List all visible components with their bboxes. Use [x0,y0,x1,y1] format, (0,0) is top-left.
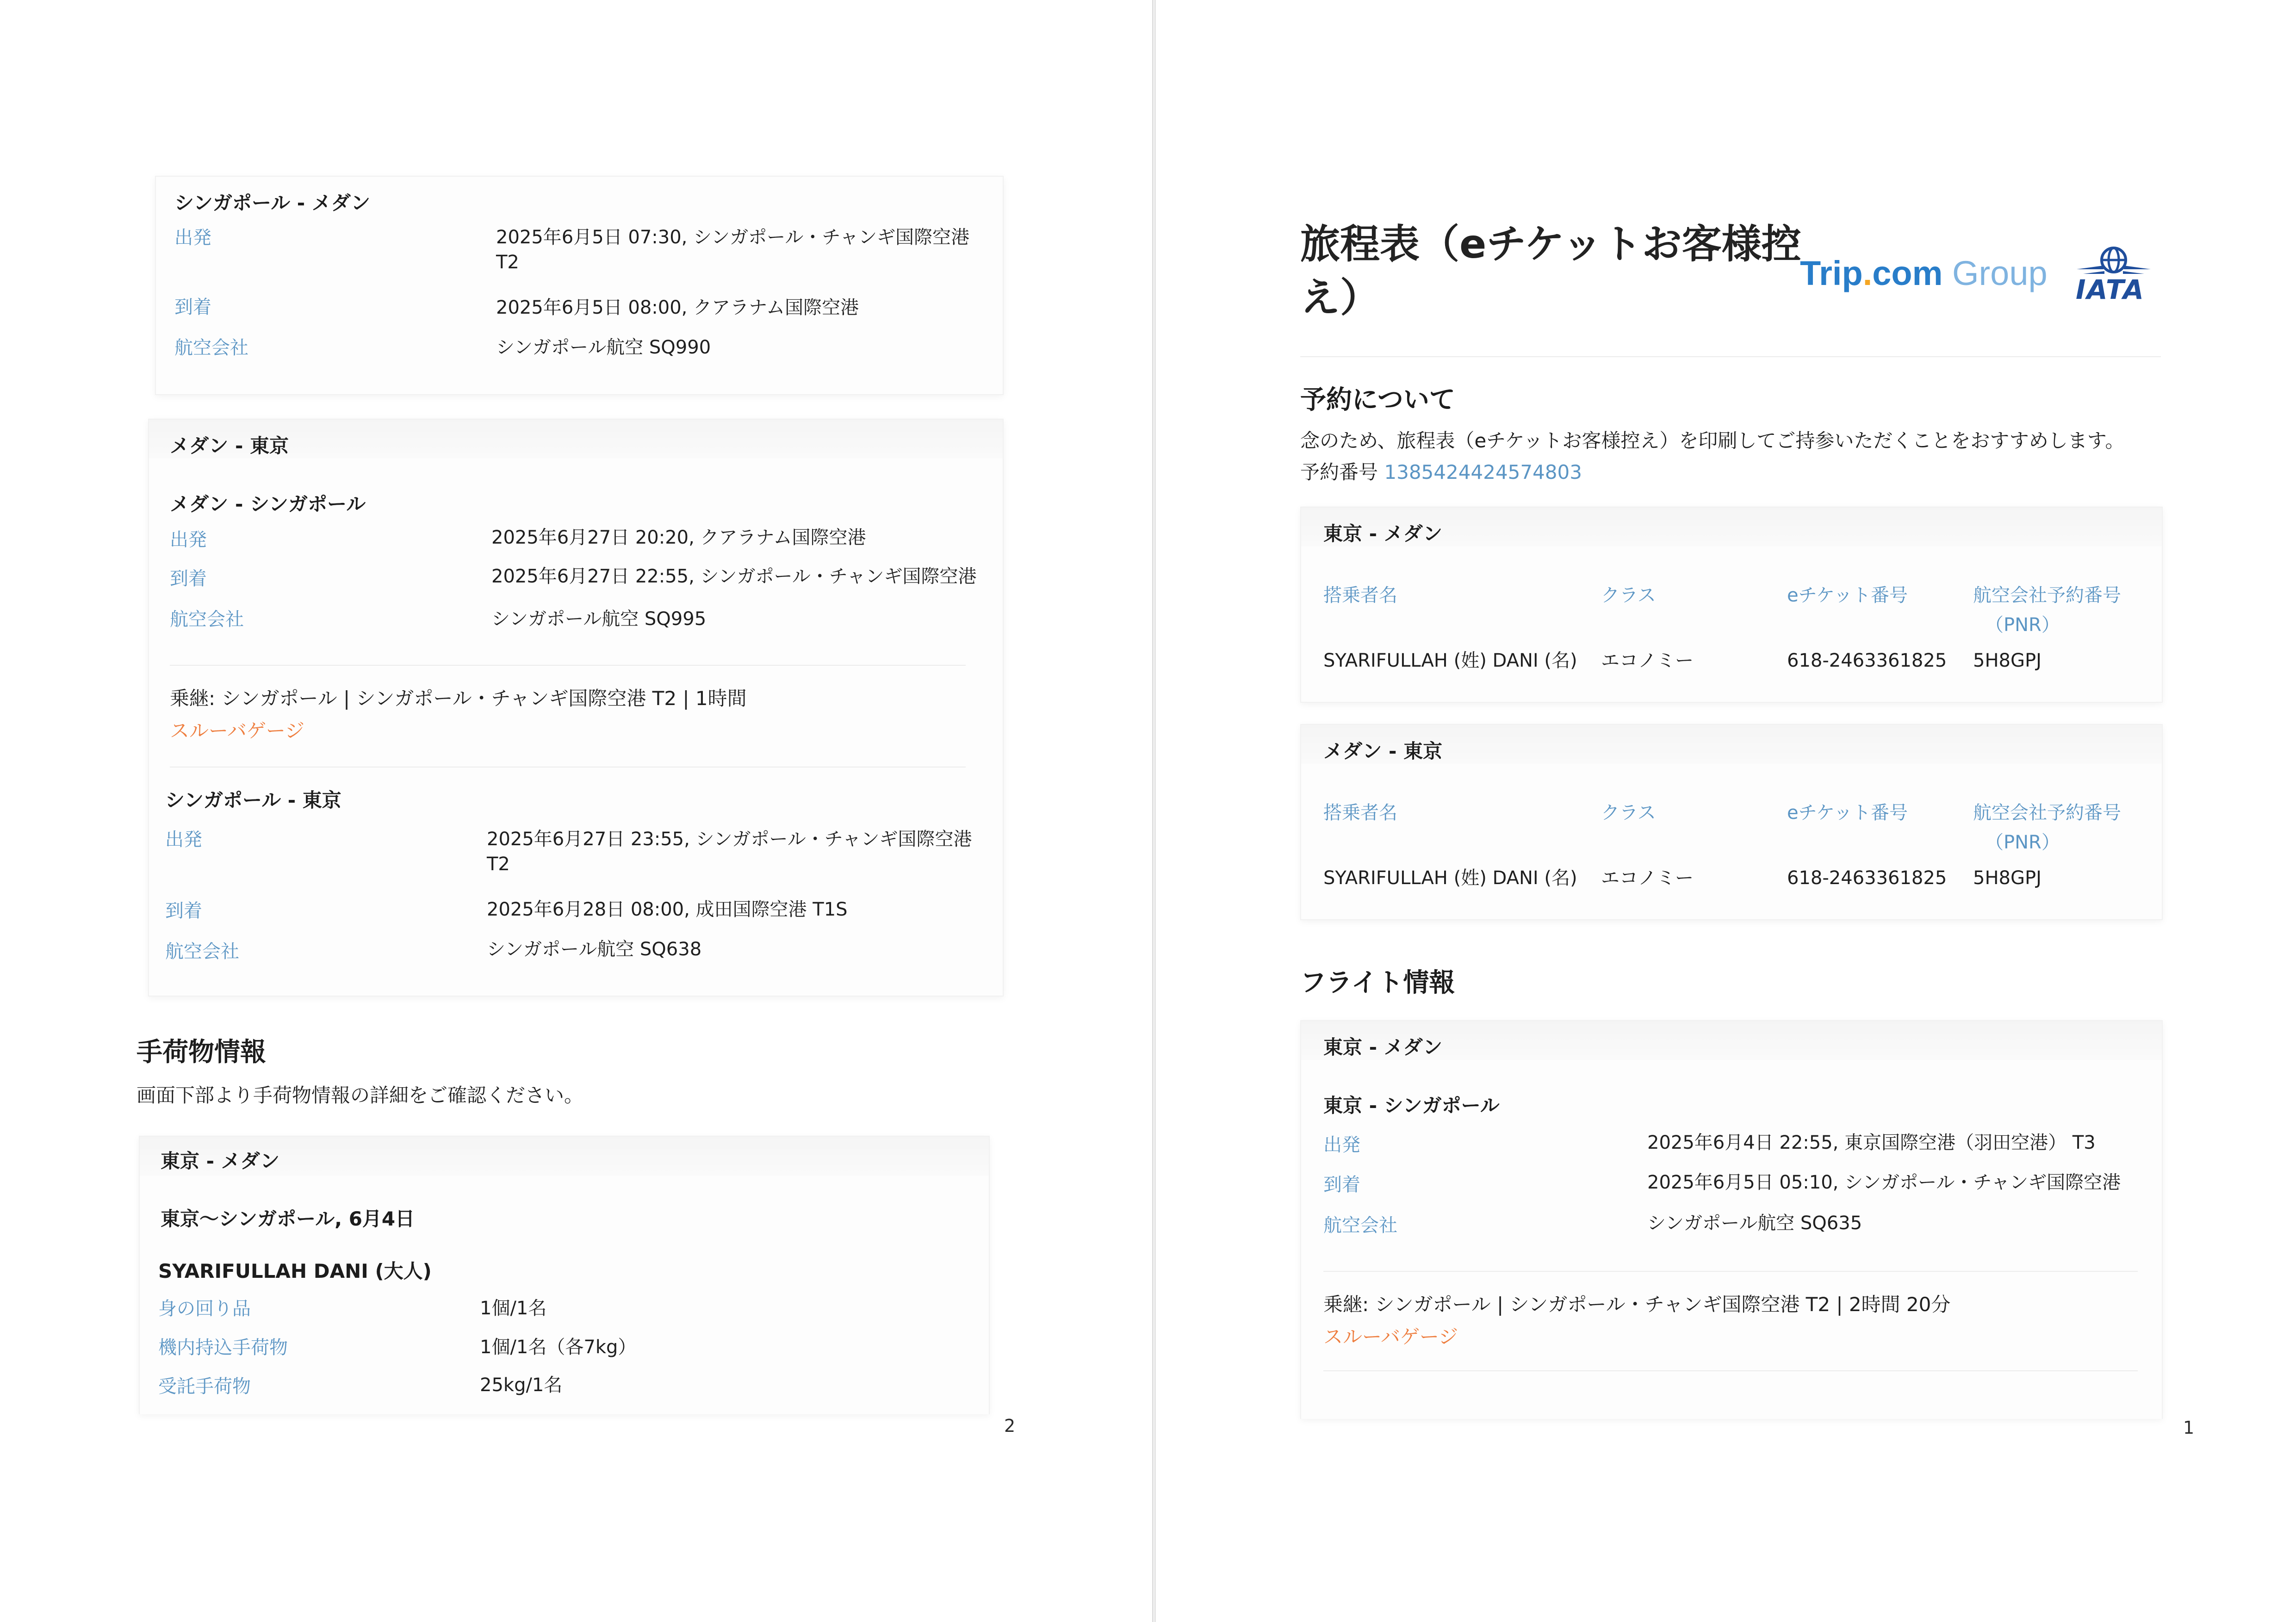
col-header-class: クラス [1601,585,1656,606]
col-header-passenger: 搭乗者名 [1323,585,1397,606]
row-value-airline: シンガポール航空 SQ995 [491,608,707,630]
baggage-note: 画面下部より手荷物情報の詳細をご確認ください。 [137,1084,584,1107]
globe-wings-icon [2067,245,2160,278]
row-value-departure: 2025年6月4日 22:55, 東京国際空港（羽田空港） T3 [1647,1132,2096,1153]
row-value-airline: シンガポール航空 SQ635 [1647,1213,1862,1234]
col-header-pnr-sub: （PNR） [1985,832,2060,853]
logo-dot: . [1862,254,1873,292]
baggage-card [139,1136,990,1414]
row-value-personal-item: 1個/1名 [480,1298,547,1319]
divider [1323,1271,2138,1272]
row-label-personal-item: 身の回り品 [158,1298,251,1319]
row-label-departure: 出発 [174,227,211,248]
row-label-airline: 航空会社 [1323,1215,1397,1236]
row-label-arrival: 到着 [170,568,207,589]
row-value-departure: 2025年6月27日 20:20, クアラナム国際空港 [491,527,866,548]
baggage-leg-title: 東京〜シンガポール, 6月4日 [161,1207,415,1230]
logo-com: com [1872,254,1943,292]
page-number: 2 [1004,1416,1016,1436]
cell-passenger: SYARIFULLAH (姓) DANI (名) [1323,650,1577,671]
cell-passenger: SYARIFULLAH (姓) DANI (名) [1323,867,1577,889]
segment-title: 東京 - シンガポール [1323,1094,1500,1117]
row-value-arrival: 2025年6月5日 08:00, クアラナム国際空港 [496,297,859,318]
route-title: メダン - 東京 [1323,740,1443,762]
reservation-number[interactable]: 1385424424574803 [1384,461,1582,483]
passenger-name: SYARIFULLAH DANI (大人) [158,1260,432,1282]
col-header-eticket: eチケット番号 [1787,585,1908,606]
row-value-arrival: 2025年6月27日 22:55, シンガポール・チャンギ国際空港 [491,566,977,587]
row-value-airline: シンガポール航空 SQ638 [487,939,702,960]
reservation-section-title: 予約について [1300,385,1455,415]
cell-eticket: 618-2463361825 [1787,867,1947,889]
title-divider [1300,356,2161,357]
iata-logo [2067,245,2160,305]
ticket-card-tokyo-medan [1300,507,2163,703]
page-1 [1156,0,2296,1622]
col-header-class: クラス [1601,802,1656,823]
reservation-number-label: 予約番号 [1300,461,1378,483]
row-value-airline: シンガポール航空 SQ990 [496,337,711,358]
col-header-pnr-sub: （PNR） [1985,614,2060,636]
through-baggage-label: スルーバゲージ [170,719,305,742]
transfer-info: 乗継: シンガポール | シンガポール・チャンギ国際空港 T2 | 1時間 [170,687,747,710]
page-fold [1152,0,1156,1622]
row-label-arrival: 到着 [165,900,202,922]
route-title: 東京 - メダン [161,1150,280,1172]
route-title: 東京 - メダン [1323,522,1443,545]
flight-card-medan-tokyo [148,419,1004,997]
page-number: 1 [2183,1418,2195,1438]
divider [170,767,966,768]
row-value-departure: 2025年6月5日 07:30, シンガポール・チャンギ国際空港 T2 [496,227,970,273]
row-value-departure: 2025年6月27日 23:55, シンガポール・チャンギ国際空港 T2 [487,829,972,875]
through-baggage-label: スルーバゲージ [1323,1325,1458,1348]
baggage-section-title: 手荷物情報 [137,1037,266,1067]
cell-pnr: 5H8GPJ [1973,650,2042,671]
row-label-departure: 出発 [1323,1134,1360,1156]
col-header-pnr: 航空会社予約番号 [1973,802,2121,823]
row-label-departure: 出発 [170,529,207,551]
transfer-info: 乗継: シンガポール | シンガポール・チャンギ国際空港 T2 | 2時間 20分 [1323,1293,1951,1316]
segment-title: シンガポール - 東京 [165,789,341,811]
logo-group: Group [1942,254,2048,292]
flight-card-singapore-medan [155,176,1004,395]
cell-class: エコノミー [1601,867,1694,889]
row-label-airline: 航空会社 [174,337,248,359]
row-label-airline: 航空会社 [165,941,239,962]
logo-trip: Trip [1800,254,1863,292]
iata-text: IATA [2076,274,2145,305]
row-value-arrival: 2025年6月5日 05:10, シンガポール・チャンギ国際空港 [1647,1172,2121,1193]
row-label-arrival: 到着 [1323,1174,1360,1195]
reservation-number-line [1300,457,1582,485]
col-header-passenger: 搭乗者名 [1323,802,1397,823]
col-header-pnr: 航空会社予約番号 [1973,585,2121,606]
cell-eticket: 618-2463361825 [1787,650,1947,671]
flight-info-card [1300,1020,2163,1419]
divider [170,665,966,666]
segment-title: シンガポール - メダン [174,192,371,214]
row-value-carry-on: 1個/1名（各7kg） [480,1337,637,1358]
document-title: 旅程表（eチケットお客様控え） [1300,221,1801,321]
row-value-arrival: 2025年6月28日 08:00, 成田国際空港 T1S [487,899,848,920]
cell-class: エコノミー [1601,650,1694,671]
row-label-arrival: 到着 [174,297,211,318]
reservation-note: 念のため、旅程表（eチケットお客様控え）を印刷してご持参いただくことをおすすめします。 [1300,429,2125,452]
flight-info-section-title: フライト情報 [1300,968,1455,998]
row-label-airline: 航空会社 [170,609,244,630]
trip-com-group-logo [1800,254,2048,293]
row-label-carry-on: 機内持込手荷物 [158,1337,288,1358]
segment-title: メダン - シンガポール [170,493,366,515]
col-header-eticket: eチケット番号 [1787,802,1908,823]
route-title: 東京 - メダン [1323,1036,1443,1059]
row-label-departure: 出発 [165,829,202,850]
route-title: メダン - 東京 [170,434,289,457]
row-value-checked: 25kg/1名 [480,1374,563,1396]
cell-pnr: 5H8GPJ [1973,867,2042,889]
row-label-checked: 受託手荷物 [158,1376,251,1397]
ticket-card-medan-tokyo [1300,724,2163,920]
divider [1323,1370,2138,1371]
